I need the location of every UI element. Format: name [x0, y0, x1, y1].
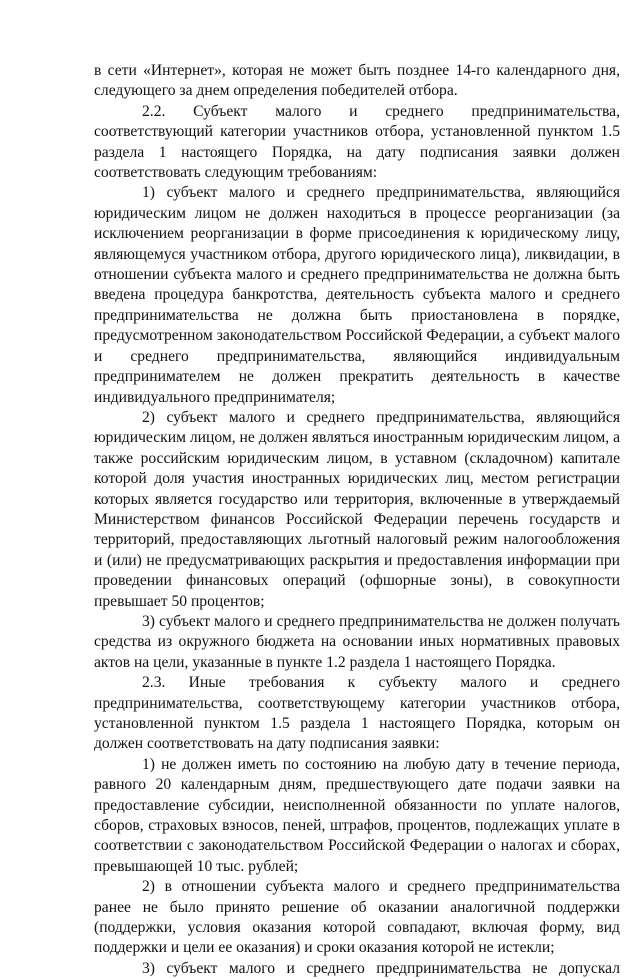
paragraph-other-requirement-1: 1) не должен иметь по состоянию на любую дату в течение периода, равного 20 календарным дням, предшествующего дате подачи заявки на предоставление субсидии, неисполненной обязанности по уплате налогов, сборов, страховых взносов, пеней, штрафов, процентов, подлежащих уплате в соответствии с законодательством Российской Федерации о налогах и сборах, превышающей 10 тыс. рублей; [94, 755, 620, 875]
paragraph-2-3: 2.3. Иные требования к субъекту малого и среднего предпринимательства, соответствующему категории участников отбора, установленной пунктом 1.5 раздела 1 настоящего Порядка, которым он должен соответствовать на дату подписания заявки: [94, 674, 620, 753]
document-body [94, 61, 620, 979]
paragraph-other-requirement-2: 2) в отношении субъекта малого и среднего предпринимательства ранее не было принято решение об оказании аналогичной поддержки (поддержки, условия оказания которой совпадают, включая форму, вид поддержки и цели ее оказания) и сроки оказания которой не истекли; [94, 878, 620, 957]
paragraph-continuation: в сети «Интернет», которая не может быть позднее 14-го календарного дня, следующего за днем определения победителей отбора. [94, 62, 620, 100]
paragraph-other-requirement-3: 3) субъект малого и среднего предпринимательства не допускал [142, 959, 620, 977]
paragraph-2-2: 2.2. Субъект малого и среднего предпринимательства, соответствующий категории участников отбора, установленной пунктом 1.5 раздела 1 настоящего Порядка, на дату подписания заявки должен соответствовать следующим требованиям: [94, 102, 620, 182]
paragraph-requirement-1: 1) субъект малого и среднего предпринимательства, являющийся юридическим лицом не должен находиться в процессе реорганизации (за исключением реорганизации в форме присоединения к юридическому лицу, являющемуся участником отбора, другого юридического лица), ликвидации, в отношении субъекта малого и среднего предпринимательства не должна быть введена процедура банкротства, деятельность субъекта малого и среднего предпринимательства не должна быть приостановлена в порядке, предусмотренном законодательством Российской Федерации, а субъект малого и среднего предпринимательства, являющийся индивидуальным предпринимателем не должен прекратить деятельность в качестве индивидуального предпринимателя; [94, 184, 620, 406]
paragraph-requirement-2: 2) субъект малого и среднего предпринимательства, являющийся юридическим лицом, не должен являться иностранным юридическим лицом, а также российским юридическим лицом, в уставном (складочном) капитале которой доля участия иностранных юридических лиц, местом регистрации которых является государство или территория, включенные в утверждаемый Министерством финансов Российской Федерации перечень государств и территорий, предоставляющих льготный налоговый режим налогообложения и (или) не предусматривающих раскрытия и предоставления информации при проведении финансовых операций (офшорные зоны), в совокупности превышает 50 процентов; [94, 408, 620, 610]
paragraph-requirement-3: 3) субъект малого и среднего предпринимательства не должен получать средства из окружного бюджета на основании иных нормативных правовых актов на цели, указанные в пункте 1.2 раздела 1 настоящего Порядка. [94, 612, 620, 671]
